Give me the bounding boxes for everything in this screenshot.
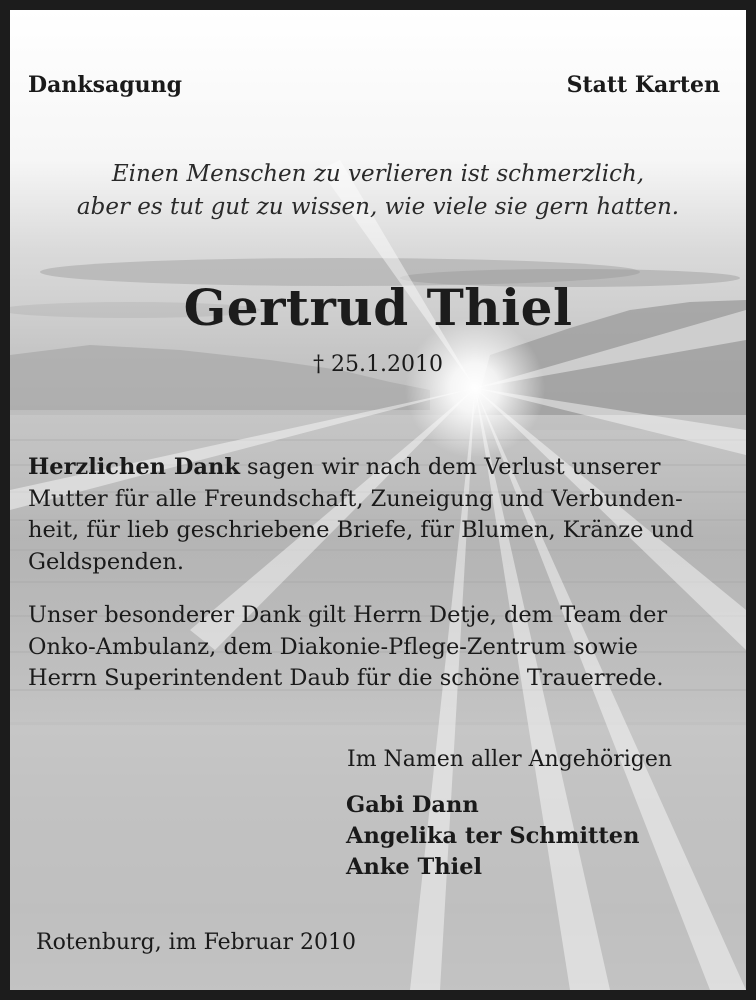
signer-list: [346, 790, 639, 883]
thanks-line: Mutter für alle Freundschaft, Zuneigung und Verbunden-: [28, 485, 683, 512]
signature-intro: Im Namen aller Angehörigen: [347, 747, 673, 772]
heading-statt-karten: Statt Karten: [566, 72, 720, 98]
thanks-lead: Herzlichen Dank: [28, 454, 240, 480]
special-thanks-line: Herrn Superintendent Daub für die schöne Trauerrede.: [28, 665, 664, 691]
death-date: † 25.1.2010: [313, 352, 443, 377]
motto-line: Einen Menschen zu verlieren ist schmerzlich,: [111, 161, 645, 187]
thanks-line: Geldspenden.: [28, 548, 185, 575]
special-thanks-line: Onko-Ambulanz, dem Diakonie-Pflege-Zentrum sowie: [28, 633, 638, 660]
thanks-line: heit, für lieb geschriebene Briefe, für Blumen, Kränze und: [28, 517, 694, 543]
signer-name: Angelika ter Schmitten: [346, 823, 640, 849]
thanks-line: [28, 452, 728, 484]
special-thanks-paragraph: [28, 600, 728, 695]
thanks-paragraph: [28, 452, 728, 578]
heading-danksagung: Danksagung: [28, 72, 182, 98]
signer-name: Anke Thiel: [346, 854, 483, 880]
signer-name: Gabi Dann: [346, 792, 479, 818]
motto: [10, 158, 746, 224]
special-thanks-line: Unser besonderer Dank gilt Herrn Detje, dem Team der: [28, 602, 668, 628]
thanks-line-rest: sagen wir nach dem Verlust unserer: [239, 454, 661, 480]
motto-line: aber es tut gut zu wissen, wie viele sie gern hatten.: [76, 194, 680, 220]
deceased-name: Gertrud Thiel: [183, 278, 573, 337]
place-date: Rotenburg, im Februar 2010: [36, 930, 357, 955]
